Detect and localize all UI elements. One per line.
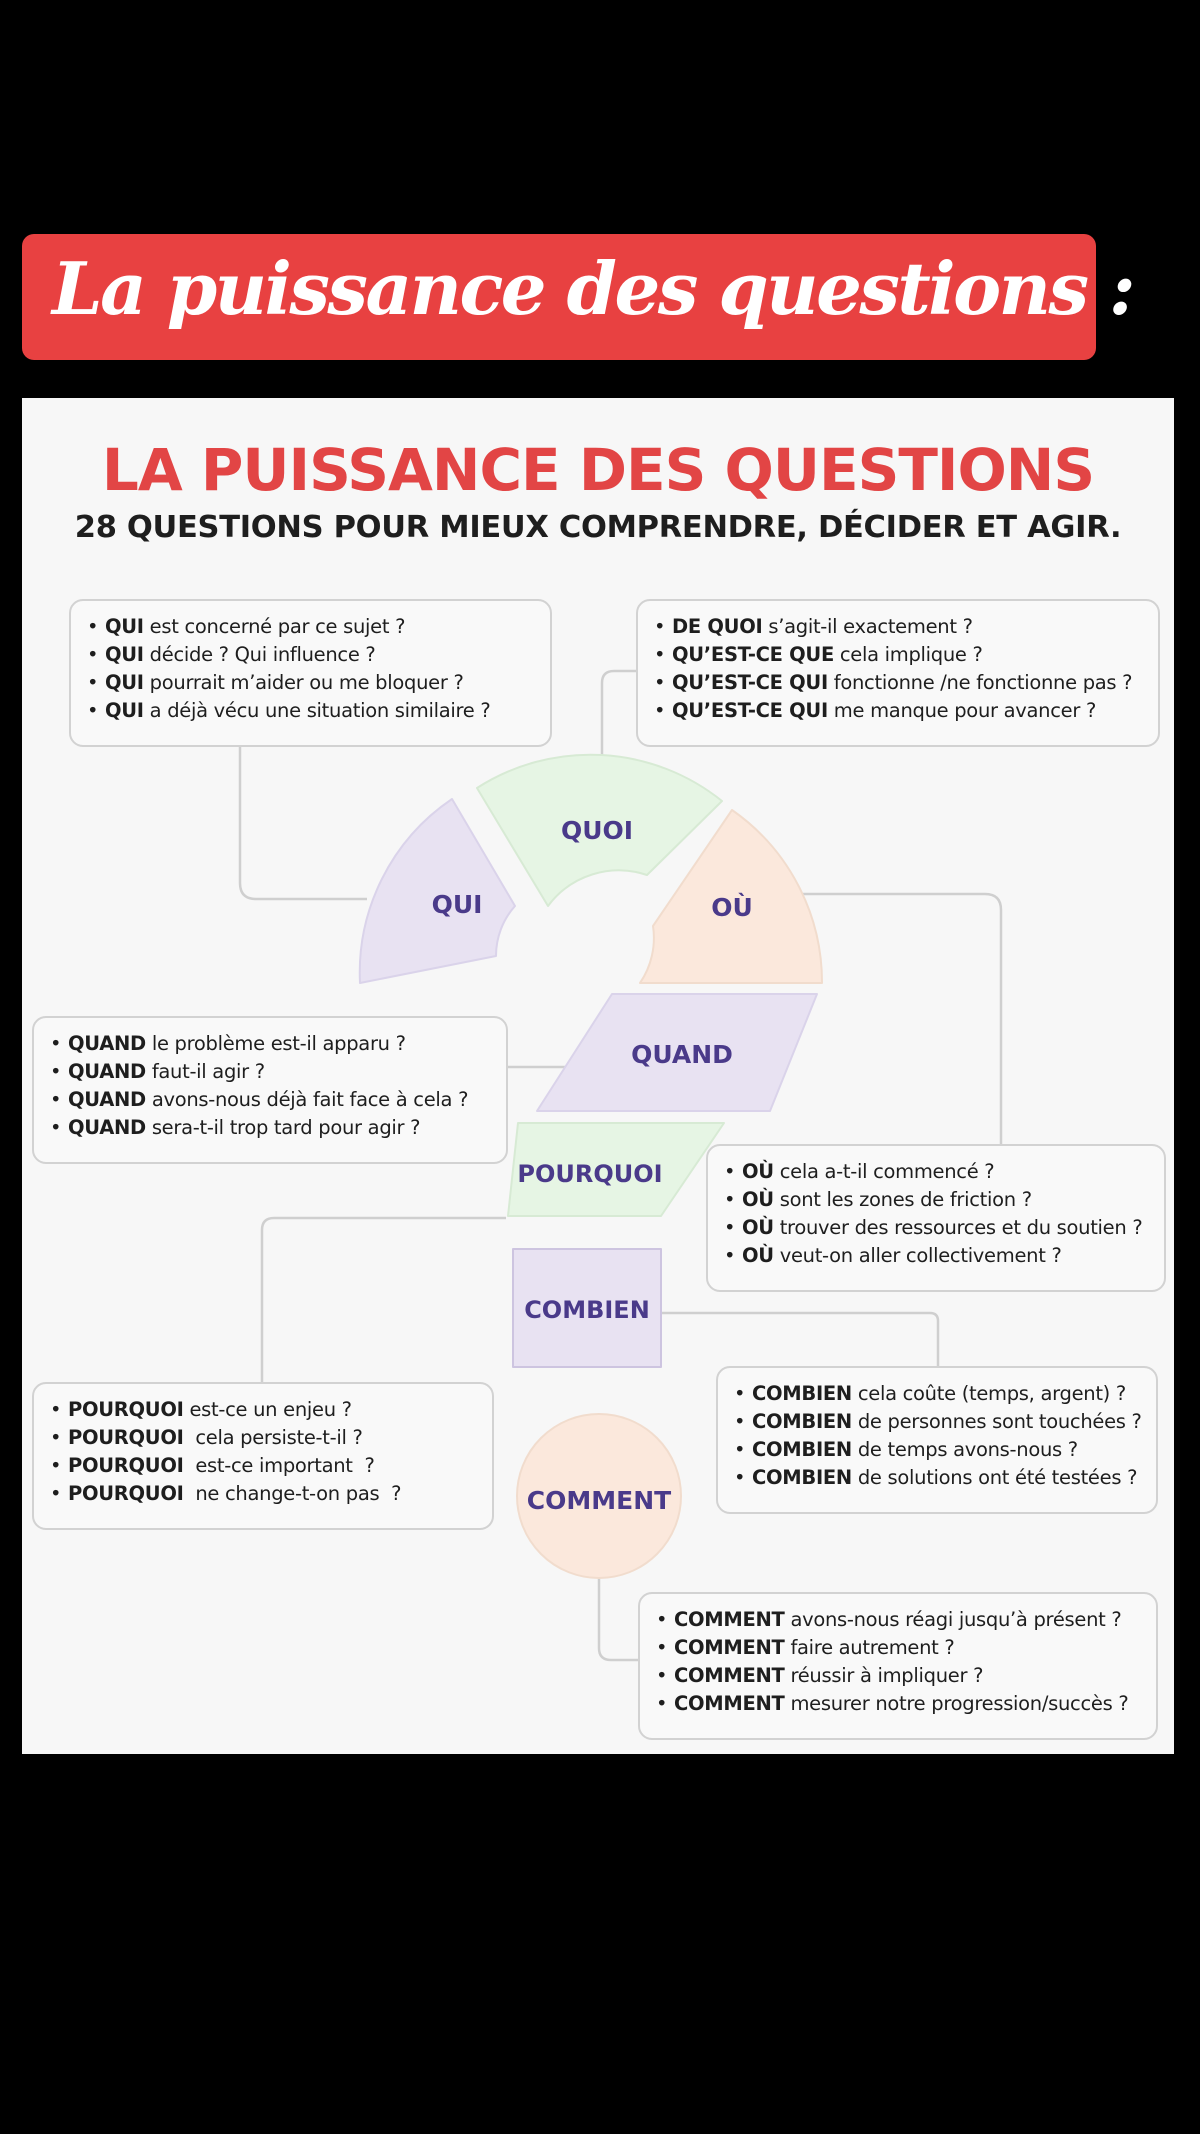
box-ou: [706, 1144, 1166, 1292]
question-keyword: OÙ: [742, 1244, 774, 1267]
question-keyword: QUI: [105, 643, 144, 666]
question-item: [85, 697, 540, 725]
label-combien: COMBIEN: [524, 1296, 650, 1324]
question-item: [732, 1380, 1146, 1408]
label-comment: COMMENT: [526, 1486, 672, 1515]
question-keyword: COMBIEN: [752, 1410, 852, 1433]
question-keyword: POURQUOI: [68, 1482, 184, 1505]
question-keyword: POURQUOI: [68, 1398, 184, 1421]
question-text: cela persiste-t-il ?: [183, 1426, 363, 1449]
question-text: ne change-t-on pas ?: [183, 1482, 402, 1505]
question-keyword: QUAND: [68, 1116, 146, 1139]
question-text: cela coûte (temps, argent) ?: [851, 1382, 1126, 1405]
question-keyword: COMMENT: [674, 1692, 785, 1715]
question-text: a déjà vécu une situation similaire ?: [143, 699, 491, 722]
question-item: [652, 669, 1148, 697]
question-keyword: OÙ: [742, 1160, 774, 1183]
question-item: [652, 613, 1148, 641]
question-item: [652, 697, 1148, 725]
list-comment: [654, 1606, 1146, 1718]
box-comment: [638, 1592, 1158, 1740]
question-keyword: QU’EST-CE QUI: [672, 671, 828, 694]
question-item: [732, 1464, 1146, 1492]
question-keyword: QUAND: [68, 1088, 146, 1111]
question-item: [722, 1158, 1154, 1186]
question-text: de solutions ont été testées ?: [851, 1466, 1138, 1489]
question-text: trouver des ressources et du soutien ?: [773, 1216, 1143, 1239]
question-item: [652, 641, 1148, 669]
question-text: mesurer notre progression/succès ?: [784, 1692, 1129, 1715]
question-keyword: POURQUOI: [68, 1454, 184, 1477]
question-item: [48, 1058, 496, 1086]
label-quand: QUAND: [631, 1040, 733, 1069]
question-item: [85, 613, 540, 641]
question-keyword: QU’EST-CE QUE: [672, 643, 834, 666]
question-text: faire autrement ?: [784, 1636, 955, 1659]
question-text: sont les zones de friction ?: [773, 1188, 1032, 1211]
question-text: est-ce un enjeu ?: [183, 1398, 352, 1421]
connector-quoi: [602, 671, 638, 763]
question-keyword: DE QUOI: [672, 615, 763, 638]
title-banner: [22, 234, 1134, 360]
question-item: [654, 1634, 1146, 1662]
question-item: [48, 1086, 496, 1114]
question-item: [85, 641, 540, 669]
list-quand: [48, 1030, 496, 1142]
list-combien: [732, 1380, 1146, 1492]
question-item: [732, 1408, 1146, 1436]
question-text: me manque pour avancer ?: [827, 699, 1096, 722]
question-item: [654, 1690, 1146, 1718]
question-item: [48, 1030, 496, 1058]
question-keyword: QUAND: [68, 1032, 146, 1055]
label-pourquoi: POURQUOI: [517, 1160, 663, 1188]
question-keyword: COMBIEN: [752, 1438, 852, 1461]
list-ou: [722, 1158, 1154, 1270]
question-item: [85, 669, 540, 697]
question-item: [722, 1242, 1154, 1270]
question-item: [48, 1452, 482, 1480]
box-quoi: [636, 599, 1160, 747]
connector-ou: [787, 894, 1001, 1144]
question-keyword: COMMENT: [674, 1636, 785, 1659]
question-text: de personnes sont touchées ?: [851, 1410, 1142, 1433]
label-qui: QUI: [431, 890, 483, 919]
question-keyword: COMBIEN: [752, 1466, 852, 1489]
box-quand: [32, 1016, 508, 1164]
question-keyword: OÙ: [742, 1216, 774, 1239]
question-keyword: QUI: [105, 699, 144, 722]
infographic-card: [22, 398, 1174, 1754]
question-keyword: POURQUOI: [68, 1426, 184, 1449]
question-text: de temps avons-nous ?: [851, 1438, 1078, 1461]
question-item: [48, 1424, 482, 1452]
question-text: faut-il agir ?: [145, 1060, 265, 1083]
question-text: cela a-t-il commencé ?: [773, 1160, 995, 1183]
list-qui: [85, 613, 540, 725]
question-keyword: COMMENT: [674, 1664, 785, 1687]
box-pourquoi: [32, 1382, 494, 1530]
question-keyword: COMMENT: [674, 1608, 785, 1631]
infographic-subtitle: 28 QUESTIONS POUR MIEUX COMPRENDRE, DÉCIDER ET AGIR.: [74, 510, 1122, 545]
question-text: pourrait m’aider ou me bloquer ?: [143, 671, 464, 694]
question-item: [48, 1480, 482, 1508]
question-keyword: QUI: [105, 615, 144, 638]
banner-title: La puissance des questions :: [52, 246, 1134, 331]
question-item: [732, 1436, 1146, 1464]
question-item: [654, 1662, 1146, 1690]
question-keyword: QUI: [105, 671, 144, 694]
label-ou: OÙ: [711, 893, 753, 922]
question-text: sera-t-il trop tard pour agir ?: [145, 1116, 421, 1139]
question-item: [48, 1114, 496, 1142]
list-quoi: [652, 613, 1148, 725]
list-pourquoi: [48, 1396, 482, 1508]
question-keyword: QUAND: [68, 1060, 146, 1083]
question-text: veut-on aller collectivement ?: [773, 1244, 1062, 1267]
question-text: réussir à impliquer ?: [784, 1664, 984, 1687]
question-text: s’agit-il exactement ?: [762, 615, 973, 638]
question-text: avons-nous réagi jusqu’à présent ?: [784, 1608, 1122, 1631]
question-item: [722, 1186, 1154, 1214]
label-quoi: QUOI: [560, 816, 634, 845]
question-text: avons-nous déjà fait face à cela ?: [145, 1088, 469, 1111]
box-qui: [69, 599, 552, 747]
infographic-title: LA PUISSANCE DES QUESTIONS: [101, 436, 1095, 504]
connector-comment: [599, 1577, 638, 1660]
question-item: [722, 1214, 1154, 1242]
question-text: est-ce important ?: [183, 1454, 375, 1477]
connector-pourquoi: [262, 1218, 506, 1382]
box-combien: [716, 1366, 1158, 1514]
question-keyword: COMBIEN: [752, 1382, 852, 1405]
question-text: cela implique ?: [833, 643, 983, 666]
connector-combien: [662, 1313, 938, 1366]
connector-qui: [240, 747, 367, 899]
question-keyword: QU’EST-CE QUI: [672, 699, 828, 722]
question-text: fonctionne /ne fonctionne pas ?: [827, 671, 1133, 694]
question-item: [654, 1606, 1146, 1634]
question-keyword: OÙ: [742, 1188, 774, 1211]
question-text: le problème est-il apparu ?: [145, 1032, 406, 1055]
question-text: est concerné par ce sujet ?: [143, 615, 406, 638]
question-text: décide ? Qui influence ?: [143, 643, 376, 666]
question-item: [48, 1396, 482, 1424]
